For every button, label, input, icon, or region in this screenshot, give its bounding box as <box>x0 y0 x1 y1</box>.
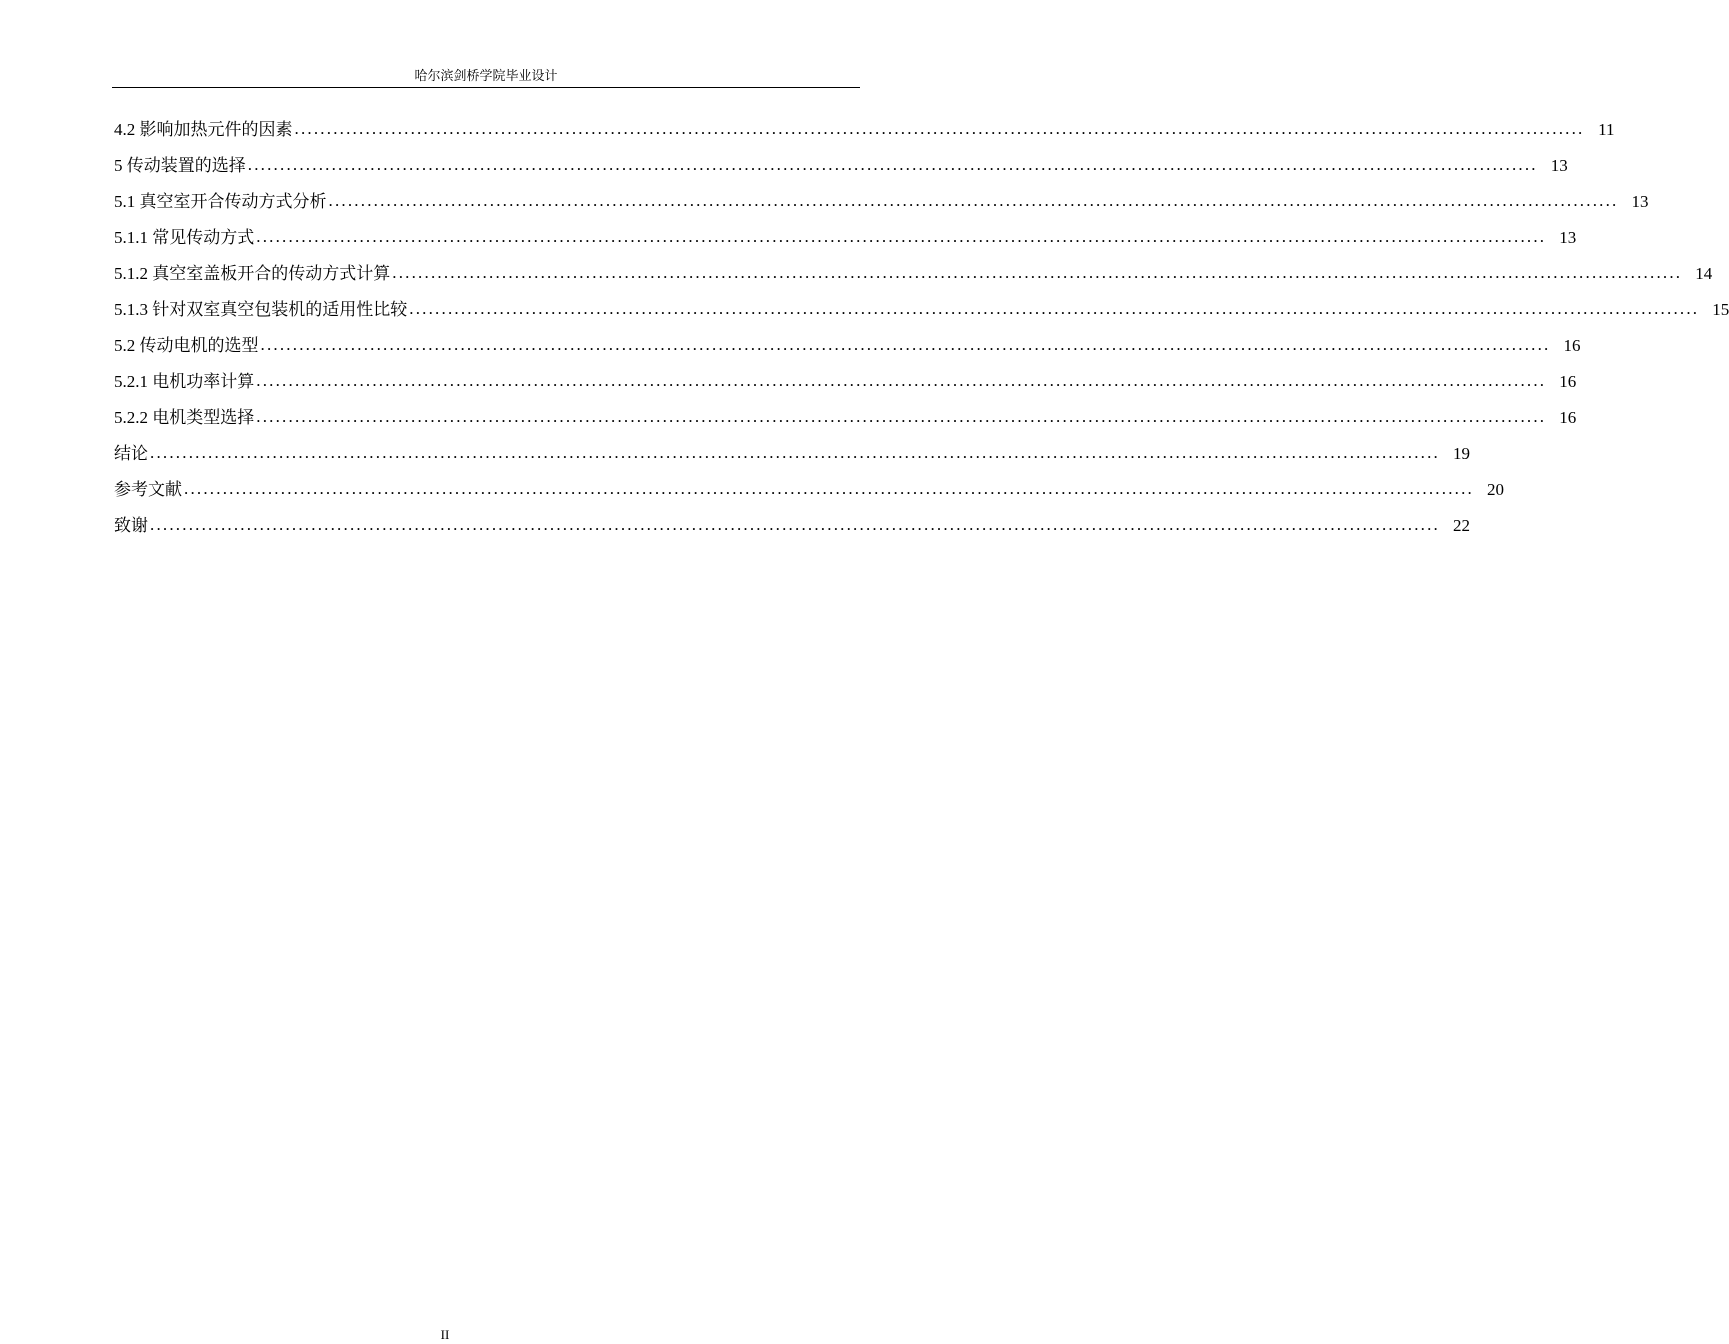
header-title: 哈尔滨剑桥学院毕业设计 <box>414 68 558 83</box>
toc-entry[interactable] <box>114 334 1581 370</box>
toc-dot-leader: ........................................................................................................................................................................................................ <box>294 119 1585 138</box>
toc-dot-leader: ........................................................................................................................................................................................................ <box>328 191 1619 210</box>
toc-entry[interactable] <box>114 190 1649 226</box>
toc-entry-page: 19 <box>1453 444 1470 463</box>
toc-entry-page: 16 <box>1559 408 1577 427</box>
toc-dot-leader: ........................................................................................................................................................................................................ <box>256 227 1547 246</box>
toc-dot-leader: ........................................................................................................................................................................................................ <box>150 443 1440 462</box>
page-number: II <box>440 1327 450 1342</box>
toc-dot-leader: ........................................................................................................................................................................................................ <box>256 371 1547 390</box>
toc-entry-title: 结论 <box>114 444 148 463</box>
toc-entry[interactable] <box>114 478 1504 514</box>
toc-entry[interactable] <box>114 370 1577 406</box>
toc-entry-page: 13 <box>1559 228 1577 247</box>
toc-entry-page: 20 <box>1487 480 1504 499</box>
toc-entry-page: 13 <box>1550 156 1568 175</box>
toc-dot-leader: ........................................................................................................................................................................................................ <box>260 335 1551 354</box>
toc-entry-title: 5.2.1 电机功率计算 <box>114 372 255 391</box>
toc-entry-title: 5.1.3 针对双室真空包装机的适用性比较 <box>114 300 408 319</box>
toc-entry-page: 11 <box>1598 120 1615 139</box>
toc-entry[interactable] <box>114 298 1729 334</box>
toc-entry-title: 5.2 传动电机的选型 <box>114 336 259 355</box>
toc-dot-leader: ........................................................................................................................................................................................................ <box>392 263 1683 282</box>
table-of-contents <box>114 118 1729 550</box>
toc-entry-page: 22 <box>1453 516 1470 535</box>
toc-dot-leader: ........................................................................................................................................................................................................ <box>184 479 1474 498</box>
toc-entry-title: 5 传动装置的选择 <box>114 156 246 175</box>
toc-dot-leader: ........................................................................................................................................................................................................ <box>409 299 1700 318</box>
toc-dot-leader: ........................................................................................................................................................................................................ <box>150 515 1440 534</box>
toc-entry-title: 4.2 影响加热元件的因素 <box>114 120 293 139</box>
toc-entry-page: 13 <box>1631 192 1649 211</box>
toc-entry[interactable] <box>114 406 1577 442</box>
page-footer <box>0 1326 890 1344</box>
toc-entry-title: 5.1.1 常见传动方式 <box>114 228 255 247</box>
toc-entry[interactable] <box>114 262 1713 298</box>
toc-dot-leader: ........................................................................................................................................................................................................ <box>256 407 1547 426</box>
toc-entry-title: 5.1 真空室开合传动方式分析 <box>114 192 327 211</box>
page-header <box>112 66 860 88</box>
toc-entry[interactable] <box>114 226 1577 262</box>
toc-entry-title: 5.1.2 真空室盖板开合的传动方式计算 <box>114 264 391 283</box>
toc-dot-leader: ........................................................................................................................................................................................................ <box>247 155 1538 174</box>
toc-entry[interactable] <box>114 442 1470 478</box>
toc-entry-page: 15 <box>1712 300 1729 319</box>
toc-entry-page: 16 <box>1559 372 1577 391</box>
toc-entry-page: 16 <box>1563 336 1581 355</box>
toc-entry-title: 致谢 <box>114 516 148 535</box>
toc-entry-title: 参考文献 <box>114 480 182 499</box>
toc-entry-page: 14 <box>1695 264 1713 283</box>
toc-entry[interactable] <box>114 514 1470 550</box>
toc-entry[interactable] <box>114 118 1615 154</box>
toc-entry-title: 5.2.2 电机类型选择 <box>114 408 255 427</box>
toc-entry[interactable] <box>114 154 1568 190</box>
